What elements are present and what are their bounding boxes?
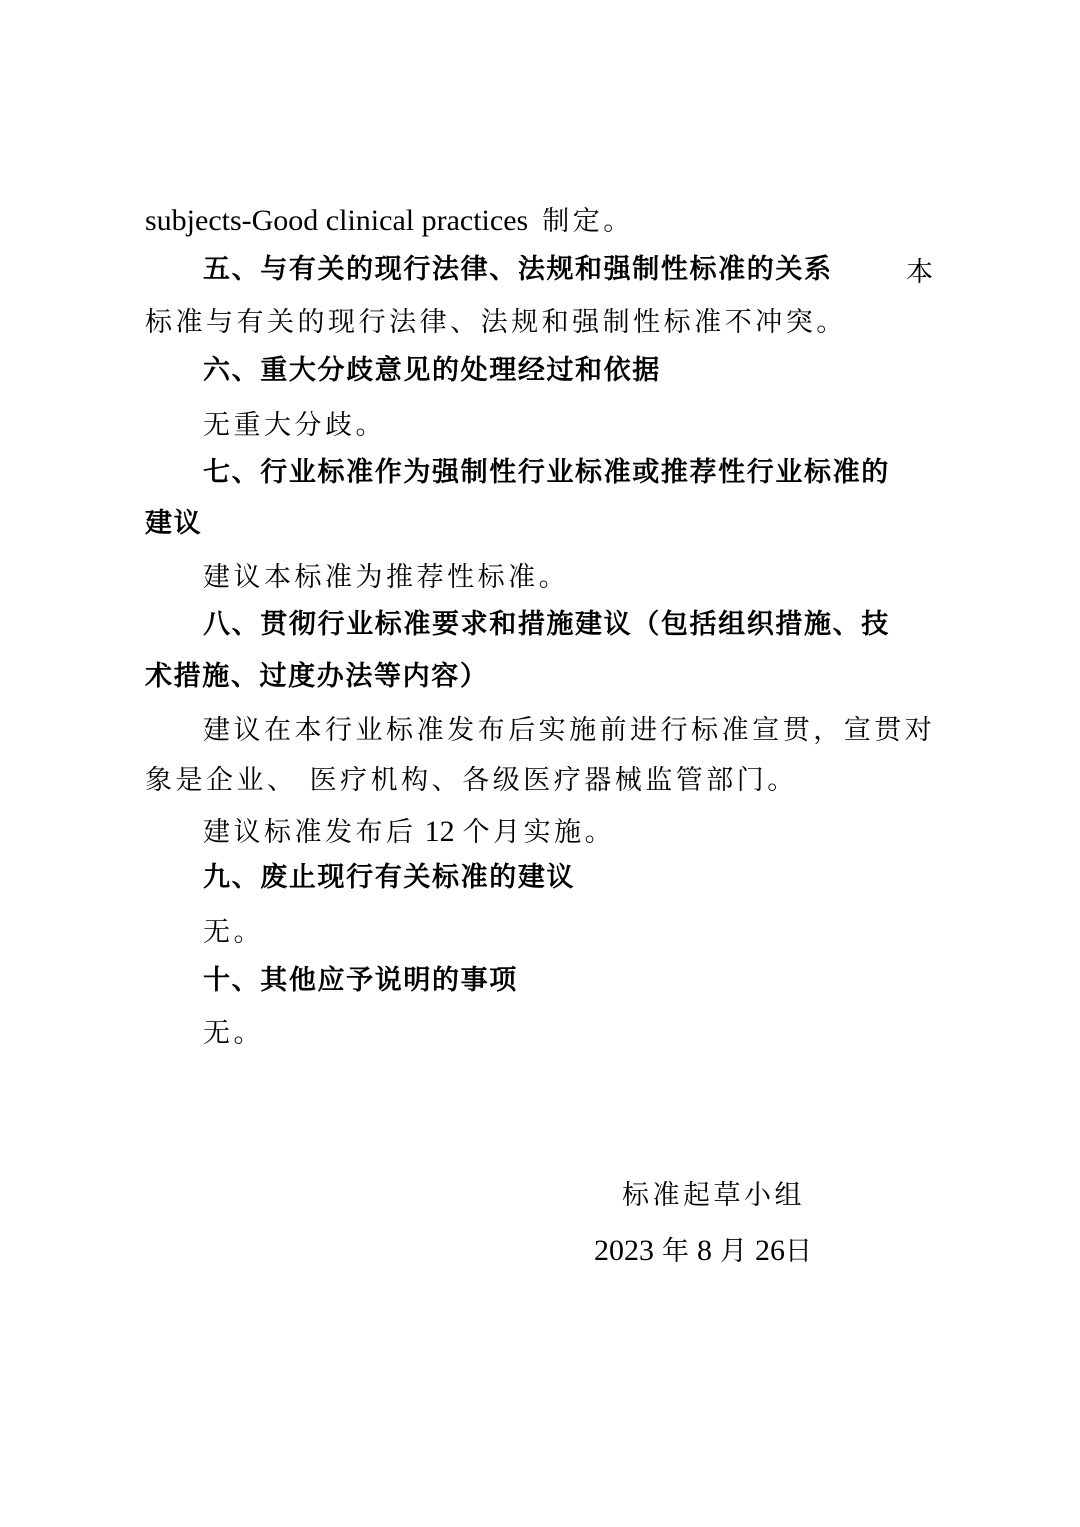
section-9-heading: 九、废止现行有关标准的建议 — [203, 862, 576, 893]
signature-month: 8 — [697, 1234, 712, 1267]
section-6-heading: 六、重大分歧意见的处理经过和依据 — [203, 355, 661, 386]
signature-day: 26 — [755, 1234, 785, 1267]
signature-month-unit: 月 — [720, 1236, 747, 1267]
section-5-heading: 五、与有关的现行法律、法规和强制性标准的关系 — [203, 254, 833, 285]
section-7-heading-line-2: 建议 — [145, 508, 203, 539]
section-6-body: 无重大分歧。 — [203, 410, 387, 441]
carryover-line — [145, 203, 634, 240]
signature-year-unit: 年 — [662, 1236, 689, 1267]
section-8-heading-line-2: 术措施、过度办法等内容） — [145, 661, 489, 692]
section-8-heading-line-1: 八、贯彻行业标准要求和措施建议（包括组织措施、技 — [203, 609, 890, 640]
signature-date — [594, 1233, 812, 1270]
section-5-body: 标准与有关的现行法律、法规和强制性标准不冲突。 — [145, 307, 847, 338]
carryover-latin-text: subjects-Good clinical practices — [145, 204, 529, 237]
signature-year: 2023 — [594, 1234, 654, 1267]
section-10-heading: 十、其他应予说明的事项 — [203, 965, 518, 996]
signature-group: 标准起草小组 — [622, 1180, 806, 1211]
section-7-heading-line-1: 七、行业标准作为强制性行业标准或推荐性行业标准的 — [203, 457, 890, 488]
section-10-body: 无。 — [203, 1018, 265, 1049]
section-8-body-line-1: 建议在本行业标准发布后实施前进行标准宣贯，宣贯对 — [203, 715, 936, 746]
section-9-body: 无。 — [203, 917, 265, 948]
signature-day-unit: 日 — [785, 1236, 812, 1267]
section-5-body-start: 本 — [906, 257, 937, 288]
carryover-cjk-text: 制定。 — [542, 206, 634, 237]
section-8-body-2-prefix: 建议标准发布后 — [203, 817, 417, 848]
section-7-body: 建议本标准为推荐性标准。 — [203, 562, 570, 593]
section-8-body-2 — [203, 814, 615, 851]
section-8-body-2-number: 12 — [424, 815, 455, 848]
section-8-body-2-suffix: 个月实施。 — [462, 817, 616, 848]
section-8-body-line-2: 象是企业、 医疗机构、各级医疗器械监管部门。 — [145, 765, 798, 796]
